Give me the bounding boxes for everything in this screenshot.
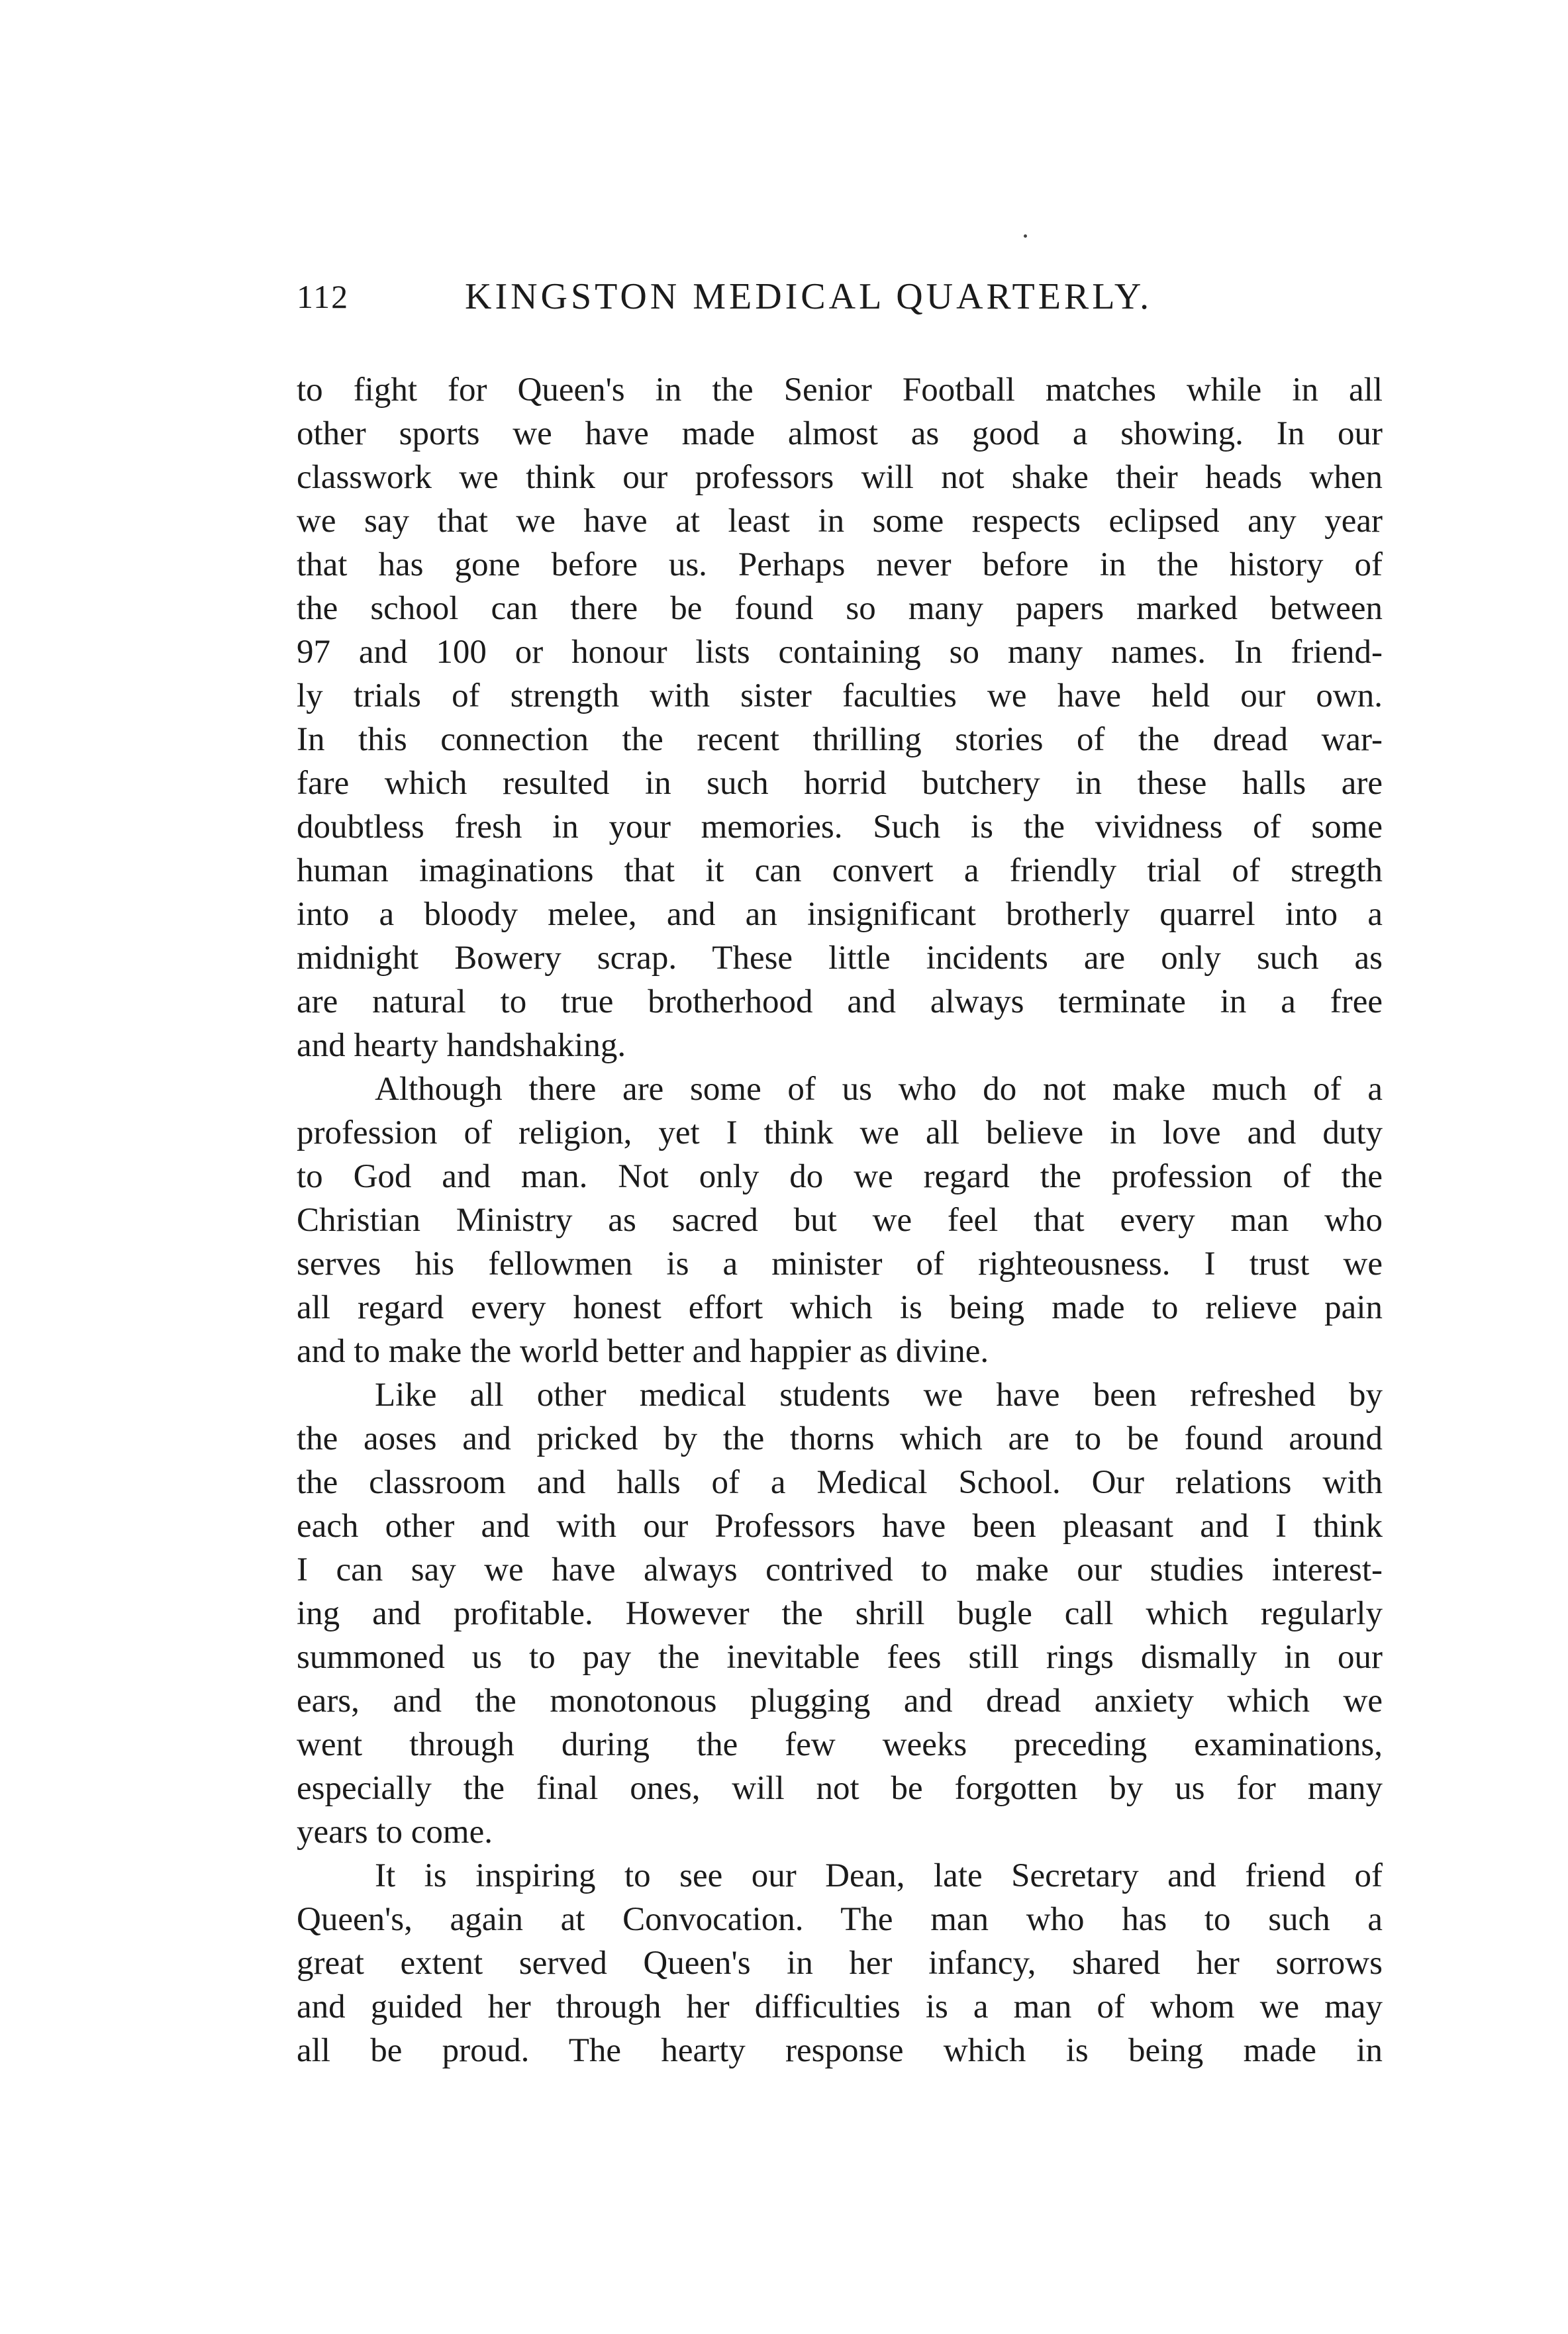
article-body [297,368,1383,2072]
text-line: each other and with our Professors have been pleasant and I think [297,1508,1383,1545]
text-line: the classroom and halls of a Medical School. Our relations with [297,1464,1383,1501]
text-line: other sports we have made almost as good a showing. In our [297,415,1383,452]
paragraph-end-line: years to come. [297,1814,493,1851]
page-number: 112 [297,278,350,315]
text-line: to fight for Queen's in the Senior Football matches while in all [297,371,1383,409]
text-line: we say that we have at least in some respects eclipsed any year [297,503,1383,540]
text-line: to God and man. Not only do we regard the profession of the [297,1158,1383,1195]
text-line: the school can there be found so many papers marked between [297,590,1383,627]
text-line: Christian Ministry as sacred but we feel that every man who [297,1202,1383,1239]
journal-title: KINGSTON MEDICAL QUARTERLY. [465,276,1153,317]
text-line: all be proud. The hearty response which is being made in [297,2032,1383,2069]
paragraph-end-line: and to make the world better and happier as divine. [297,1333,989,1370]
text-line: that has gone before us. Perhaps never before in the history of [297,546,1383,583]
text-line: classwork we think our professors will not shake their heads when [297,459,1383,496]
paragraph-start-line: Like all other medical students we have been refreshed by [375,1377,1383,1414]
text-line: summoned us to pay the inevitable fees still rings dismally in our [297,1639,1383,1676]
text-line: ing and profitable. However the shrill bugle call which regularly [297,1595,1383,1632]
text-line: ears, and the monotonous plugging and dread anxiety which we [297,1682,1383,1720]
text-line: ly trials of strength with sister faculties we have held our own. [297,677,1383,714]
text-line: fare which resulted in such horrid butchery in these halls are [297,765,1383,802]
text-line: doubtless fresh in your memories. Such is the vividness of some [297,808,1383,846]
text-line: and guided her through her difficulties is a man of whom we may [297,1988,1383,2025]
text-line: all regard every honest effort which is being made to relieve pain [297,1289,1383,1326]
text-line: Queen's, again at Convocation. The man who has to such a [297,1901,1383,1938]
text-line: especially the final ones, will not be forgotten by us for many [297,1770,1383,1807]
running-header [297,270,1383,323]
text-line: the aoses and pricked by the thorns which are to be found around [297,1420,1383,1457]
text-line: are natural to true brotherhood and always terminate in a free [297,983,1383,1020]
printing-speck [1024,234,1027,238]
text-line: In this connection the recent thrilling stories of the dread war- [297,721,1383,758]
text-line: human imaginations that it can convert a friendly trial of stregth [297,852,1383,889]
text-line: great extent served Queen's in her infancy, shared her sorrows [297,1945,1383,1982]
text-line: 97 and 100 or honour lists containing so many names. In friend- [297,634,1383,671]
text-line: serves his fellowmen is a minister of righteousness. I trust we [297,1245,1383,1283]
text-line: midnight Bowery scrap. These little incidents are only such as [297,940,1383,977]
text-line: I can say we have always contrived to make our studies interest- [297,1551,1383,1588]
paragraph-start-line: Although there are some of us who do not make much of a [375,1071,1383,1108]
text-line: profession of religion, yet I think we all believe in love and duty [297,1114,1383,1151]
paragraph-end-line: and hearty handshaking. [297,1027,626,1064]
text-line: went through during the few weeks preceding examinations, [297,1726,1383,1763]
paragraph-start-line: It is inspiring to see our Dean, late Secretary and friend of [375,1857,1383,1894]
text-line: into a bloody melee, and an insignificant brotherly quarrel into a [297,896,1383,933]
